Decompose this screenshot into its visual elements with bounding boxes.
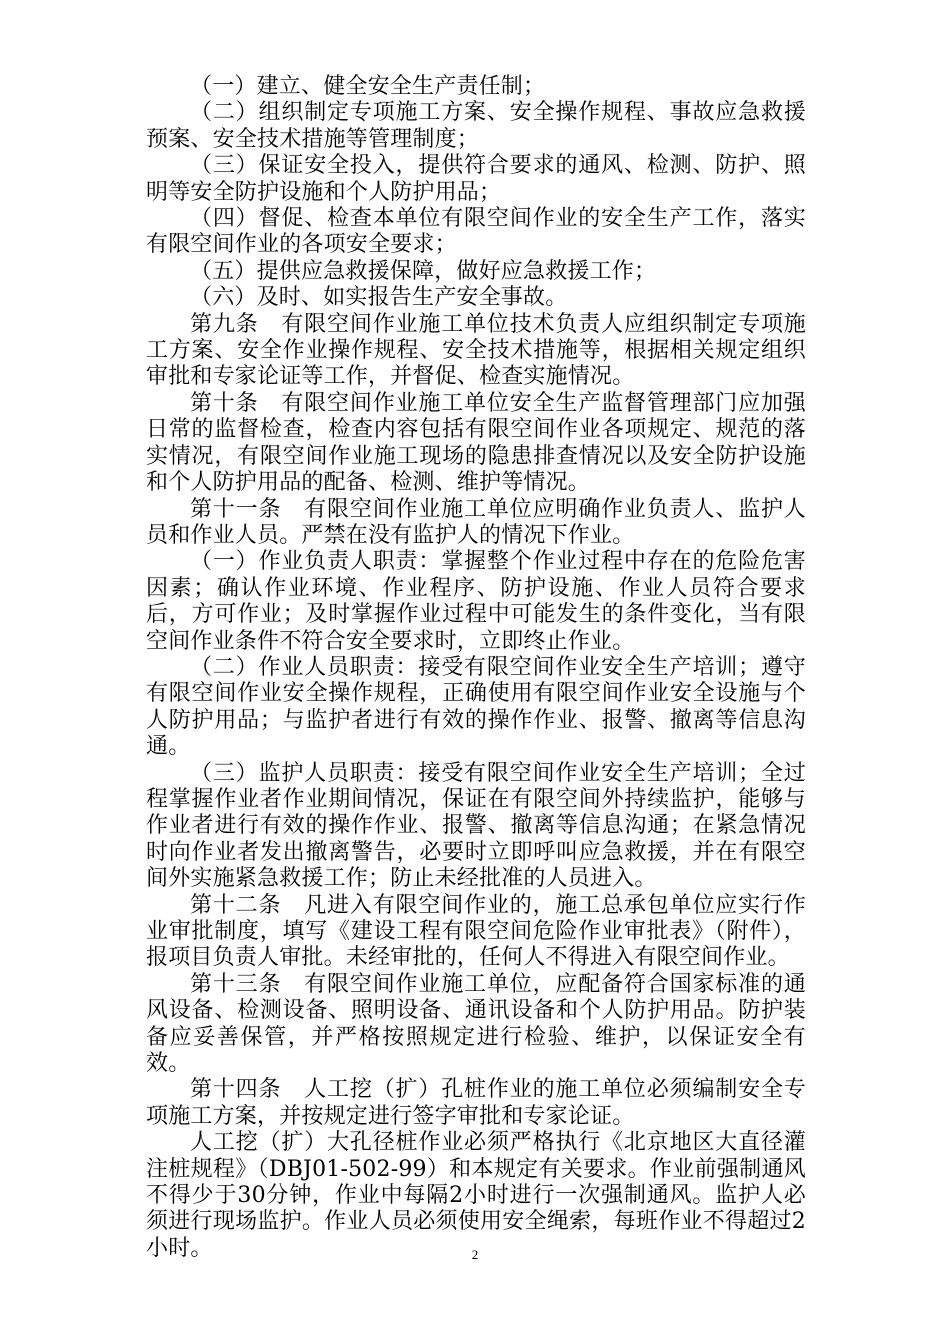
document-body bbox=[146, 74, 806, 1262]
paragraph: （五）提供应急救援保障，做好应急救援工作； bbox=[190, 258, 657, 284]
article-14: 第十四条 人工挖（扩）孔桩作业的施工单位必须编制安全专项施工方案，并按规定进行签字审批和专家论证。 bbox=[146, 1077, 806, 1129]
paragraph: （二）组织制定专项施工方案、安全操作规程、事故应急救援预案、安全技术措施等管理制度； bbox=[146, 100, 806, 152]
paragraph: （一）作业负责人职责：掌握整个作业过程中存在的危险危害因素；确认作业环境、作业程序、防护设施、作业人员符合要求后，方可作业；及时掌握作业过程中可能发生的条件变化，当有限空间作业条件不符合安全要求时，立即终止作业。 bbox=[146, 549, 806, 654]
paragraph: （四）督促、检查本单位有限空间作业的安全生产工作，落实有限空间作业的各项安全要求； bbox=[146, 206, 806, 258]
article-13: 第十三条 有限空间作业施工单位，应配备符合国家标准的通风设备、检测设备、照明设备、通讯设备和个人防护用品。防护装备应妥善保管，并严格按照规定进行检验、维护，以保证安全有效。 bbox=[146, 971, 806, 1077]
article-11: 第十一条 有限空间作业施工单位应明确作业负责人、监护人员和作业人员。严禁在没有监护人的情况下作业。 bbox=[146, 496, 806, 548]
paragraph: （三）监护人员职责：接受有限空间作业安全生产培训；全过程掌握作业者作业期间情况，保证在有限空间外持续监护，能够与作业者进行有效的操作作业、报警、撤离等信息沟通；在紧急情况时向作业者发出撤离警告，必要时立即呼叫应急救援，并在有限空间外实施紧急救援工作；防止未经批准的人员进入。 bbox=[146, 760, 806, 892]
paragraph: （六）及时、如实报告生产安全事故。 bbox=[190, 285, 568, 311]
paragraph: （二）作业人员职责：接受有限空间作业安全生产培训；遵守有限空间作业安全操作规程，正确使用有限空间作业安全设施与个人防护用品；与监护者进行有效的操作作业、报警、撤离等信息沟通。 bbox=[146, 654, 806, 760]
article-10: 第十条 有限空间作业施工单位安全生产监督管理部门应加强日常的监督检查，检查内容包括有限空间作业各项规定、规范的落实情况，有限空间作业施工现场的隐患排查情况以及安全防护设施和个人防护用品的配备、检测、维护等情况。 bbox=[146, 390, 806, 496]
article-9: 第九条 有限空间作业施工单位技术负责人应组织制定专项施工方案、安全作业操作规程、安全技术措施等，根据相关规定组织审批和专家论证等工作，并督促、检查实施情况。 bbox=[146, 311, 806, 390]
paragraph: （一）建立、健全安全生产责任制； bbox=[190, 74, 546, 99]
paragraph: 人工挖（扩）大孔径桩作业必须严格执行《北京地区大直径灌注桩规程》（DBJ01-502-99）和本规定有关要求。作业前强制通风不得少于30分钟，作业中每隔2小时进行一次强制通风。监护人必须进行现场监护。作业人员必须使用安全绳索，每班作业不得超过2小时。 bbox=[146, 1130, 806, 1261]
article-12: 第十二条 凡进入有限空间作业的，施工总承包单位应实行作业审批制度，填写《建设工程有限空间危险作业审批表》（附件），报项目负责人审批。未经审批的，任何人不得进入有限空间作业。 bbox=[146, 892, 806, 971]
paragraph: （三）保证安全投入，提供符合要求的通风、检测、防护、照明等安全防护设施和个人防护用品； bbox=[146, 153, 806, 205]
page-number: 2 bbox=[471, 1247, 479, 1262]
